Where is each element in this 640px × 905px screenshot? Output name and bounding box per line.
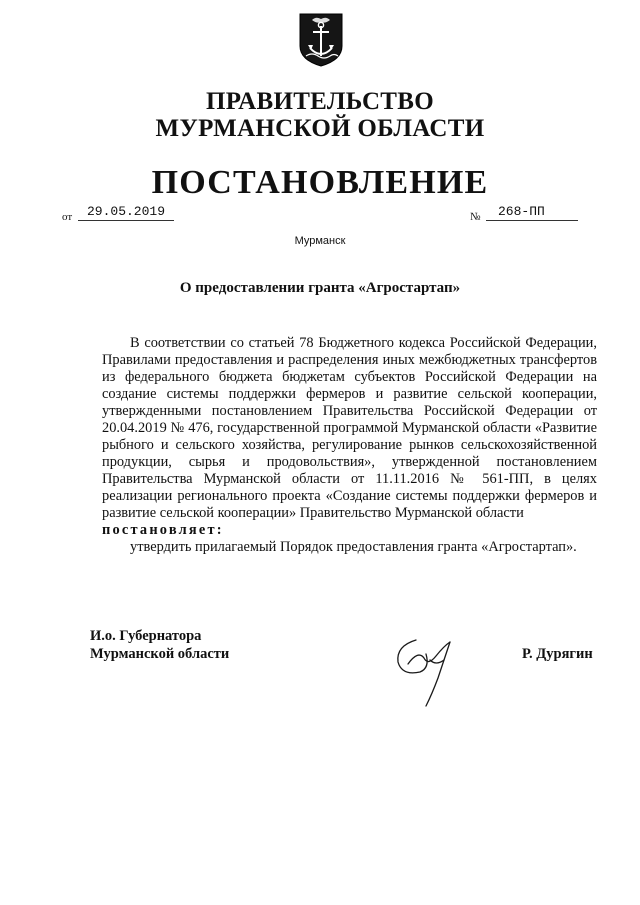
org-name-line1: ПРАВИТЕЛЬСТВО [206, 88, 434, 115]
issuing-city: Мурманск [294, 235, 346, 247]
signatory-title-line2: Мурманской области [90, 646, 230, 662]
signatory-title [90, 627, 229, 663]
document-subject: О предоставлении гранта «Агростартап» [179, 280, 461, 296]
signatory-name: Р. Дурягин [522, 646, 593, 662]
murmansk-coat-of-arms-icon [298, 12, 344, 68]
signatory-title-line1: И.о. Губернатора [90, 628, 202, 644]
document-date: 29.05.2019 [78, 204, 174, 221]
document-type: ПОСТАНОВЛЕНИЕ [151, 164, 489, 201]
body-paragraph-text: В соответствии со статьей 78 Бюджетного кодекса Российской Федерации, Правилами предоставления и распределения иных межбюджетных трансфертов из федерального бюджета бюджетам субъектов Российской Федерации на создание системы поддержки фермеров и развитие сельской кооперации, утвержденными постановлением Правительства Российской Федерации от 20.04.2019 № 476, государственной программой Мурманской области «Развитие рыбного и сельского хозяйства, регулирование рынков сельскохозяйственной продукции, сырья и продовольствия», утвержденной постановлением Правительства Мурманской области от 11.11.2016 № 561-ПП, в целях реализации регионального проекта «Создание системы поддержки фермеров и развитие сельской кооперации» Правительство Мурманской области [102, 335, 597, 521]
document-body [102, 335, 597, 556]
decree-word: постановляет: [102, 522, 224, 538]
handwritten-signature-icon [386, 620, 466, 708]
org-name-line2: МУРМАНСКОЙ ОБЛАСТИ [155, 115, 485, 142]
number-prefix: № [470, 211, 481, 223]
resolution-text: утвердить прилагаемый Порядок предоставления гранта «Агростартап». [130, 539, 577, 555]
document-number: 268-ПП [486, 204, 578, 221]
body-paragraph [102, 335, 597, 539]
date-prefix: от [62, 211, 73, 223]
